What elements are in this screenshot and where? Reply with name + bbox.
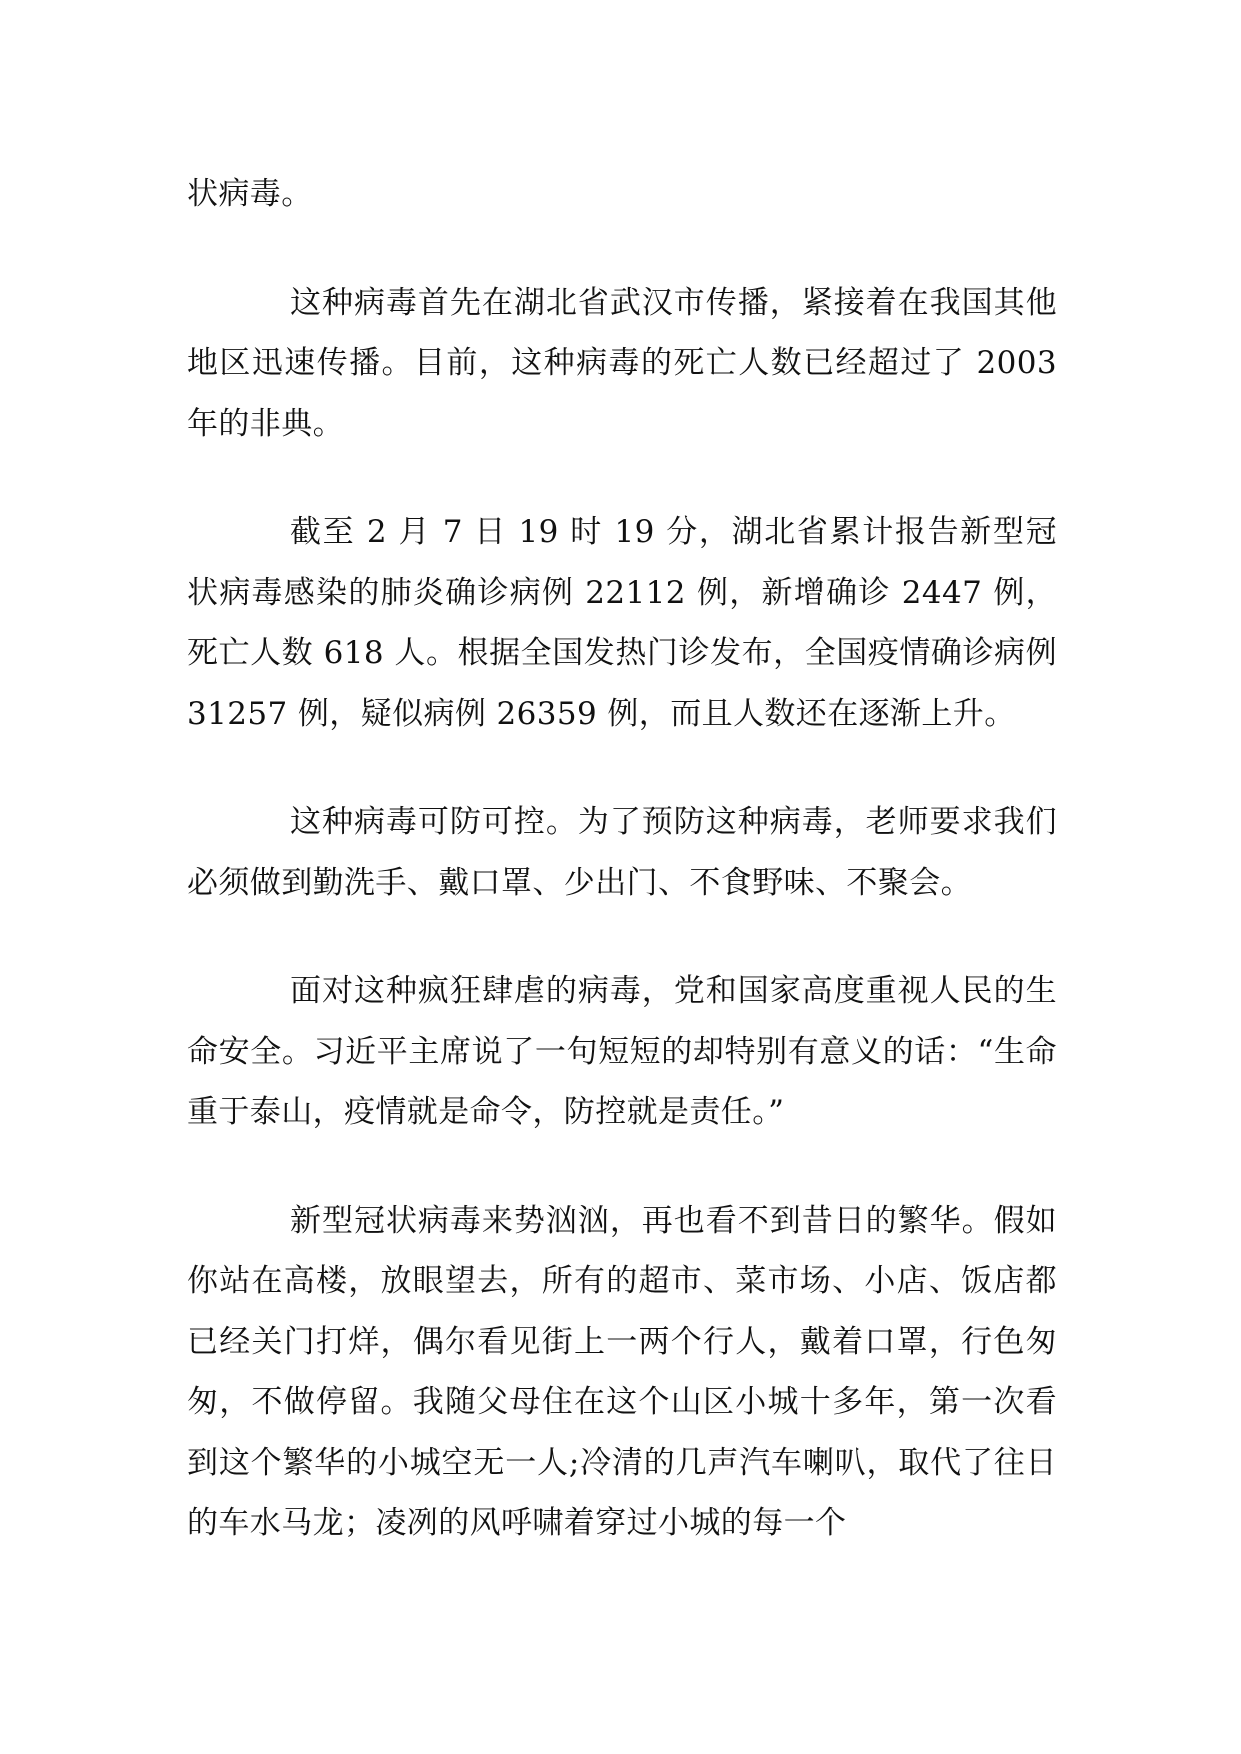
paragraph-virus-spread: 这种病毒首先在湖北省武汉市传播，紧接着在我国其他地区迅速传播。目前，这种病毒的死亡人数已经超过了 2003 年的非典。 — [187, 284, 1057, 442]
paragraph-prevention: 这种病毒可防可控。为了预防这种病毒，老师要求我们必须做到勤洗手、戴口罩、少出门、不食野味、不聚会。 — [187, 804, 1057, 901]
paragraph-case-statistics: 截至 2 月 7 日 19 时 19 分，湖北省累计报告新型冠状病毒感染的肺炎确诊病例 22112 例，新增确诊 2447 例，死亡人数 618 人。根据全国发热门诊发布，全国疫情确诊病例 31257 例，疑似病例 26359 例，而且人数还在逐渐上升。 — [187, 514, 1057, 732]
paragraph-empty-city: 新型冠状病毒来势汹汹，再也看不到昔日的繁华。假如你站在高楼，放眼望去，所有的超市、菜市场、小店、饭店都已经关门打烊，偶尔看见街上一两个行人，戴着口罩，行色匆匆，不做停留。我随父母住在这个山区小城十多年，第一次看到这个繁华的小城空无一人;冷清的几声汽车喇叭，取代了往日的车水马龙；凌冽的风呼啸着穿过小城的每一个 — [187, 1202, 1057, 1541]
document-body — [187, 164, 1057, 1602]
paragraph-continuation: 状病毒。 — [187, 176, 313, 212]
paragraph-government-response: 面对这种疯狂肆虐的病毒，党和国家高度重视人民的生命安全。习近平主席说了一句短短的却特别有意义的话：“生命重于泰山，疫情就是命令，防控就是责任。” — [187, 973, 1057, 1130]
